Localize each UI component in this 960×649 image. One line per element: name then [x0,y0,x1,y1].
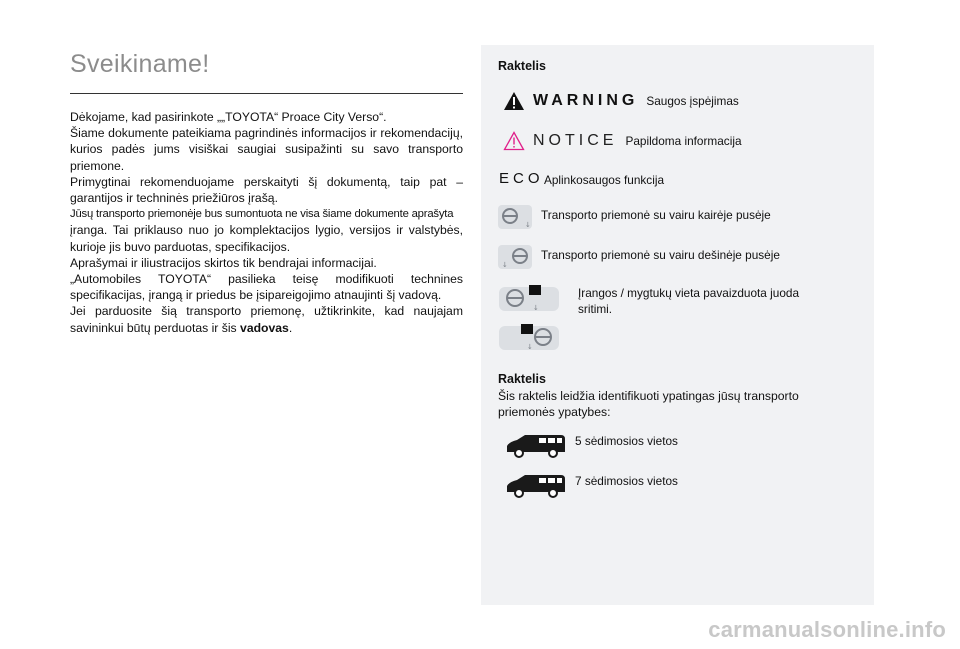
van-5-seats-icon [503,433,567,459]
intro-line-last [70,303,463,335]
notice-row [503,131,742,151]
lhd-location-icon [497,283,561,315]
lhd-description: Transporto priemonė su vairu kairėje pusėje [541,208,771,222]
warning-row [503,91,739,111]
intro-line: Jūsų transporto priemonėje bus sumontuota ne visa šiame dokumente aprašyta [70,208,454,221]
legend-panel [481,45,874,605]
intro-line: Primygtinai rekomenduojame perskaityti šį dokumentą, taip pat – garantijos ir techninės priežiūros įrašą. [70,174,463,206]
left-hand-drive-icon [497,203,533,231]
svg-text:↓: ↓ [525,221,531,229]
page-title: Sveikiname! [70,50,210,78]
intro-line-text: Jei parduosite šią transporto priemonę, užtikrinkite, kad naujajam savininkui būtų perduotas ir šis [70,304,463,335]
eco-description: Aplinkosaugos funkcija [544,173,665,187]
notice-keyword: NOTICE [533,132,618,149]
five-seats-description: 5 sėdimosios vietos [575,434,678,448]
intro-line: Šiame dokumente pateikiama pagrindinės informacijos ir rekomendacijų, kurios padės jums visiškai saugiai susipažinti su savo transporto priemone. [70,126,463,173]
seven-seats-description: 7 sėdimosios vietos [575,474,678,488]
period: . [288,320,293,335]
svg-text:↓: ↓ [533,304,539,312]
notice-triangle-icon [503,131,525,151]
rhd-description: Transporto priemonė su vairu dešinėje pusėje [541,248,780,262]
warning-triangle-icon [503,91,525,111]
right-hand-drive-icon [497,243,533,271]
warning-keyword: WARNING [533,92,639,109]
title-divider [70,93,463,94]
watermark: carmanualsonline.info [708,617,946,642]
notice-description: Papildoma informacija [625,134,742,148]
van-7-seats-icon [503,473,567,499]
eco-keyword: ECO [499,170,544,187]
legend-description: Šis raktelis leidžia identifikuoti ypatingas jūsų transporto priemonės ypatybes: [498,389,799,419]
svg-text:↓: ↓ [527,343,533,351]
welcome-section [70,50,463,336]
intro-line: įranga. Tai priklauso nuo jo komplektacijos lygio, versijos ir valstybės, kurioje jis buvo parduotas, specifikacijos. [70,223,463,254]
warning-description: Saugos įspėjimas [646,94,739,108]
legend-heading: Raktelis [498,59,546,73]
rhd-location-icon [497,321,561,355]
legend-heading-2: Raktelis [498,372,546,386]
manual-word: vadovas [240,320,289,335]
intro-line: Aprašymai ir iliustracijos skirtos tik bendrajai informacijai. [70,255,377,270]
intro-line: Dėkojame, kad pasirinkote „„TOYOTA“ Proace City Verso“. [70,110,387,124]
svg-text:↓: ↓ [502,261,508,269]
location-description: Įrangos / mygtukų vieta pavaizduota juoda sritimi. [578,286,800,316]
intro-line: „Automobiles TOYOTA“ pasilieka teisę modifikuoti technines specifikacijas, įrangą ir priedus be įsipareigojimo atnaujinti šį vadovą. [70,272,463,303]
intro-text [70,109,463,336]
